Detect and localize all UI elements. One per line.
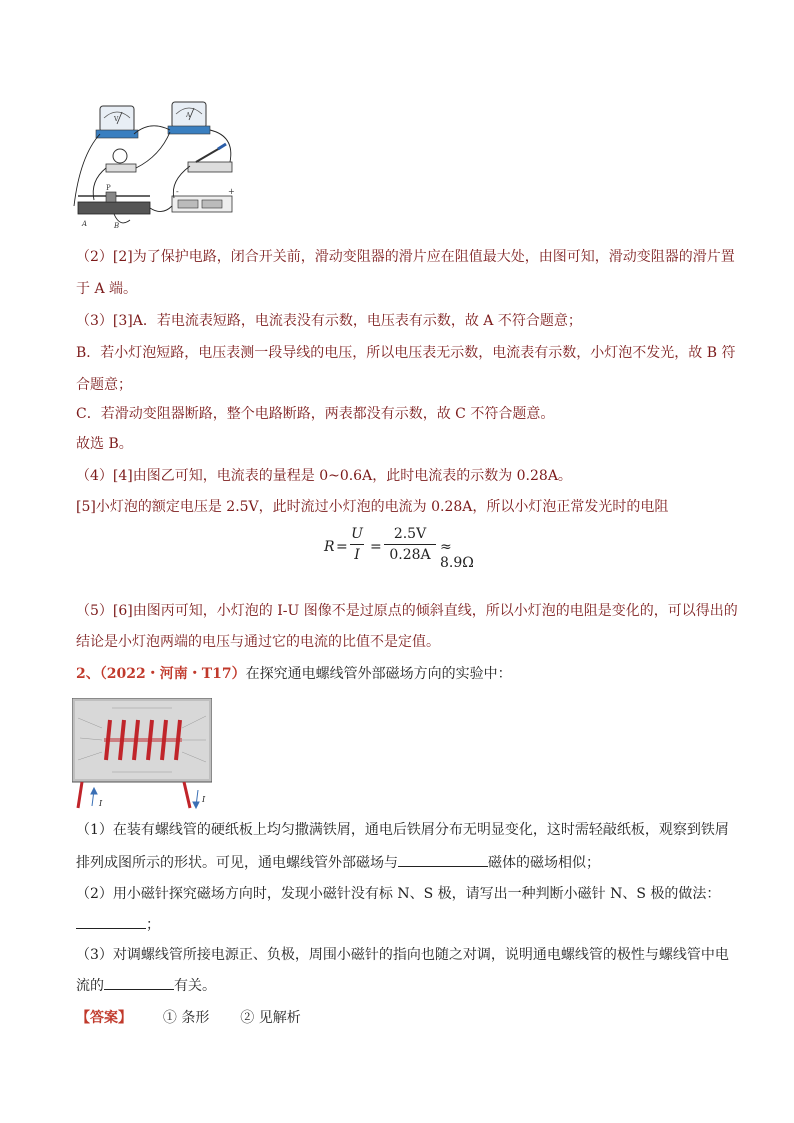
answer-part3-line2: B．若小灯泡短路，电压表测一段导线的电压，所以电压表无示数，电流表有示数，小灯泡不发光，故 B 符 [76, 345, 736, 361]
solenoid-photo [72, 698, 212, 810]
question2-sub2-line2: ； [76, 914, 724, 935]
question-number: 2、 [76, 666, 100, 682]
svg-text:+: + [228, 187, 235, 196]
answer-part4-line1: （4）[4]由图乙可知，电流表的量程是 0~0.6A，此时电流表的示数为 0.28A。 [76, 468, 572, 484]
answer-blank-1[interactable] [398, 852, 488, 867]
answer1-mark: ① [162, 1010, 177, 1026]
answer-part3-line5: 故选 B。 [76, 436, 133, 452]
answer1: 条形 [181, 1010, 210, 1026]
svg-text:-: - [176, 187, 179, 196]
answer-part3-line3: 合题意； [76, 377, 132, 393]
question-stem: 在探究通电螺线管外部磁场方向的实验中： [245, 666, 512, 682]
question-source: （2022・河南・T17） [99, 666, 246, 682]
current-arrow-icon [91, 788, 199, 808]
answer2-mark: ② [240, 1010, 255, 1026]
formula-r: R [324, 539, 335, 555]
rheostat-icon [78, 184, 150, 230]
answer-part2-line2: 于 A 端。 [76, 281, 138, 297]
question2-sub1-line1: （1）在装有螺线管的硬纸板上均匀撒满铁屑，通电后铁屑分布无明显变化，这时需轻敲纸板，观察到铁屑 [76, 822, 729, 838]
bulb-icon [106, 149, 136, 172]
answer-blank-2[interactable] [76, 914, 146, 929]
answer-part5-line2: 结论是小灯泡两端的电压与通过它的电流的比值不是定值。 [76, 634, 440, 650]
formula-frac-values: 2.5V 0.28A [384, 525, 436, 564]
answer-part5-line1: （5）[6]由图丙可知，小灯泡的 I-U 图像不是过原点的倾斜直线，所以小灯泡的电阻是变化的，可以得出的 [76, 603, 738, 619]
formula-eq: = [336, 539, 348, 555]
formula-frac-ui: U I [351, 526, 363, 563]
formula-eq2: = [370, 539, 382, 555]
circuit-diagram [70, 96, 246, 231]
svg-text:B: B [114, 222, 120, 230]
svg-text:I: I [202, 795, 206, 804]
switch-icon [188, 144, 232, 172]
svg-text:V: V [114, 116, 119, 123]
formula-result: ≈ 8.9Ω [440, 539, 474, 571]
answer-part2-line1: （2）[2]为了保护电路，闭合开关前，滑动变阻器的滑片应在阻值最大处，由图可知，滑动变阻器的滑片置 [76, 249, 735, 265]
answer-label: 【答案】 [76, 1010, 132, 1026]
question2-sub1-line2: 排列成图所示的形状。可见，通电螺线管外部磁场与 磁体的磁场相似； [76, 852, 724, 873]
answer2: 见解析 [258, 1010, 301, 1026]
ammeter-icon [168, 102, 210, 134]
resistance-formula [324, 525, 484, 575]
question2-sub3-line2: 流的 有关。 [76, 975, 724, 996]
svg-text:A: A [186, 112, 191, 119]
answer-part4-line2: [5]小灯泡的额定电压是 2.5V，此时流过小灯泡的电流为 0.28A，所以小灯泡正常发光时的电阻 [76, 499, 669, 515]
svg-text:A: A [82, 220, 88, 228]
answer-part3-line4: C．若滑动变阻器断路，整个电路断路，两表都没有示数，故 C 不符合题意。 [76, 406, 555, 422]
battery-icon [172, 187, 235, 212]
svg-text:I: I [99, 799, 103, 808]
voltmeter-icon [96, 106, 138, 138]
answer-line [76, 1008, 724, 1028]
question2-sub3-line1: （3）对调螺线管所接电源正、负极，周围小磁针的指向也随之对调，说明通电螺线管的极性与螺线管中电 [76, 947, 729, 963]
answer-part3-line1: （3）[3]A．若电流表短路，电流表没有示数，电压表有示数，故 A 不符合题意； [76, 313, 582, 329]
answer-blank-3[interactable] [104, 975, 174, 990]
svg-text:P: P [106, 184, 111, 192]
question2-header [76, 664, 724, 684]
question2-sub2-line1: （2）用小磁针探究磁场方向时，发现小磁针没有标 N、S 极，请写出一种判断小磁针 N、S 极的做法： [76, 886, 721, 902]
